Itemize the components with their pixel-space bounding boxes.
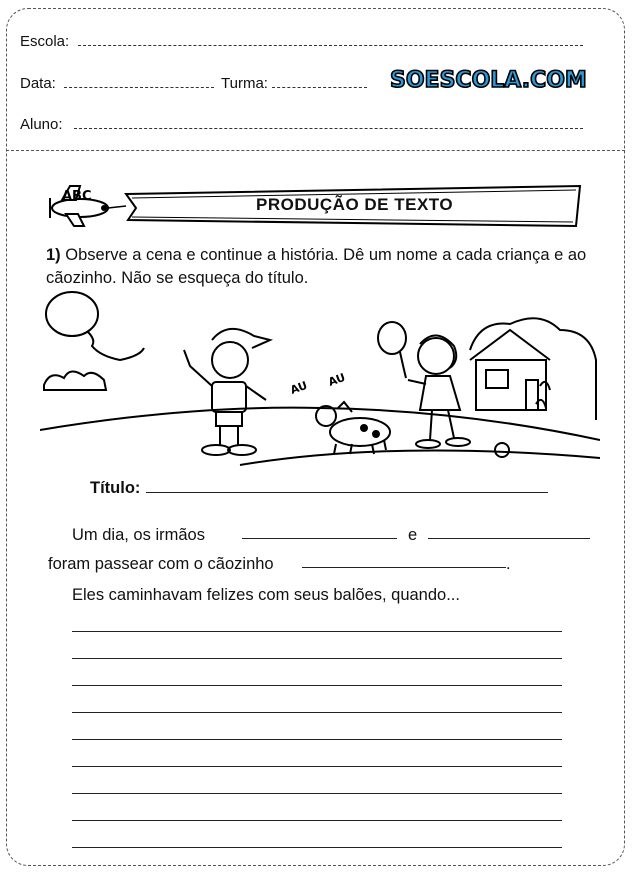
writing-line[interactable] — [72, 739, 562, 740]
scene-illustration — [40, 290, 600, 470]
story-line2-end: . — [506, 555, 511, 573]
writing-line[interactable] — [72, 685, 562, 686]
plane-letters: ABC — [62, 189, 92, 204]
writing-line[interactable] — [72, 766, 562, 767]
header-separator — [6, 150, 625, 151]
soescola-logo — [390, 68, 587, 93]
balloon-icon — [46, 292, 144, 360]
question-text: Observe a cena e continue a história. Dê um nome a cada criança e ao cãozinho. Não se esqueça do título. — [46, 246, 587, 287]
sibling1-name-field[interactable] — [242, 538, 397, 539]
titulo-label: Título: — [90, 479, 141, 497]
girl-figure — [378, 322, 470, 448]
writing-line[interactable] — [72, 658, 562, 659]
story-line3: Eles caminhavam felizes com seus balões, quando... — [72, 586, 460, 604]
titulo-field[interactable] — [146, 492, 548, 493]
data-label: Data: — [20, 75, 56, 92]
story-line1-start: Um dia, os irmãos — [72, 526, 205, 544]
story-line2-start: foram passear com o cãozinho — [48, 555, 274, 573]
writing-line[interactable] — [72, 793, 562, 794]
writing-line[interactable] — [72, 631, 562, 632]
escola-field[interactable] — [78, 45, 583, 46]
dog-name-field[interactable] — [302, 567, 506, 568]
aluno-label: Aluno: — [20, 116, 63, 133]
writing-line[interactable] — [72, 820, 562, 821]
logo-text: SOESCOLA.COM — [390, 68, 587, 93]
turma-label: Turma: — [221, 75, 268, 92]
story-line1-and: e — [408, 526, 418, 544]
dog-sound-2: AU — [326, 370, 348, 389]
data-field[interactable] — [64, 87, 214, 88]
instructions — [46, 244, 606, 290]
escola-label: Escola: — [20, 33, 70, 50]
turma-field[interactable] — [272, 87, 367, 88]
dog-sound-1: AU — [288, 378, 310, 397]
page-title: PRODUÇÃO DE TEXTO — [256, 195, 454, 214]
aluno-field[interactable] — [74, 128, 583, 129]
writing-line[interactable] — [72, 847, 562, 848]
question-number: 1) — [46, 246, 61, 264]
writing-line[interactable] — [72, 712, 562, 713]
boy-figure — [184, 329, 270, 455]
sibling2-name-field[interactable] — [428, 538, 590, 539]
